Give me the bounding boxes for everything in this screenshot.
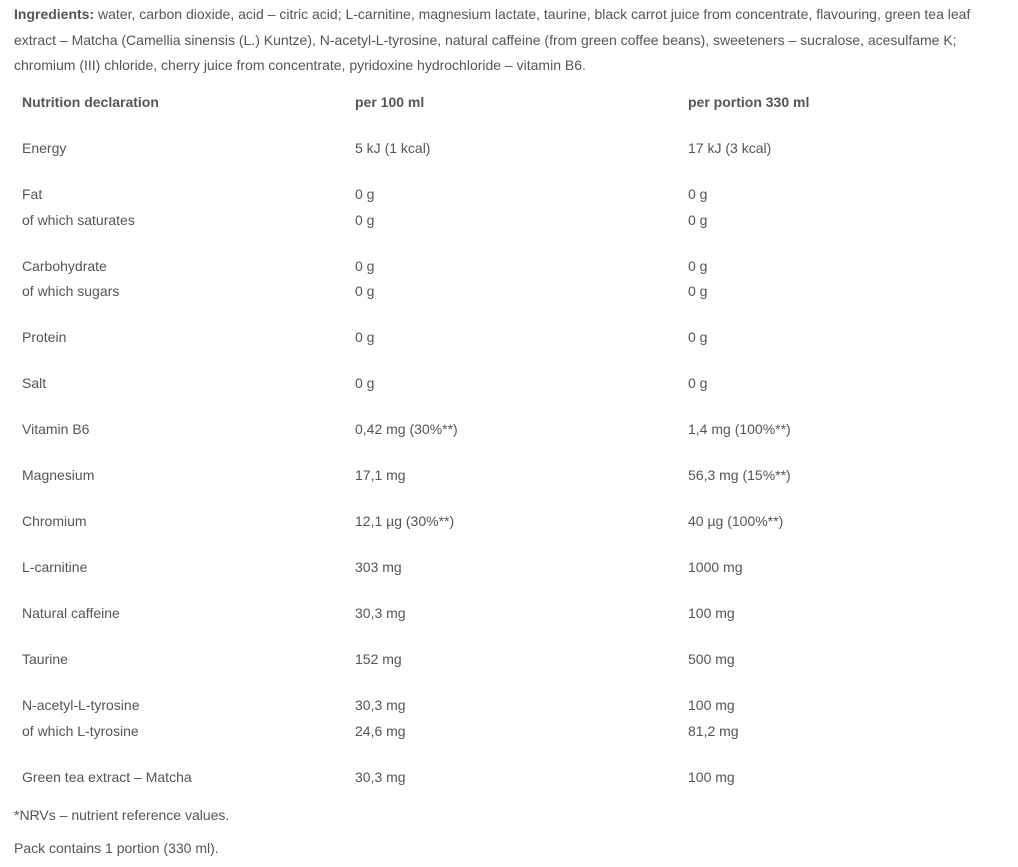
value-per-portion: 1,4 mg (100%**) [688, 421, 791, 437]
nutrient-name: Protein [22, 329, 67, 345]
table-row [22, 555, 1002, 581]
value-per-100ml: 303 mg [355, 559, 402, 575]
table-row [22, 182, 1002, 208]
table-row [22, 279, 1002, 305]
value-per-100ml: 0 g [355, 375, 375, 391]
nutrient-group [22, 182, 1002, 233]
header-per-100ml: per 100 ml [355, 94, 425, 110]
nutrient-group [22, 555, 1002, 581]
ingredients-label: Ingredients: [14, 6, 95, 22]
value-per-portion: 0 g [688, 329, 708, 345]
table-row [22, 208, 1002, 234]
header-per-portion: per portion 330 ml [688, 94, 810, 110]
nutrient-name: Taurine [22, 651, 68, 667]
nutrient-name: Energy [22, 140, 67, 156]
value-per-portion: 40 µg (100%**) [688, 513, 784, 529]
table-row [22, 647, 1002, 673]
value-per-100ml: 24,6 mg [355, 722, 406, 739]
nutrient-group [22, 371, 1002, 397]
value-per-100ml: 30,3 mg [355, 605, 406, 621]
value-per-portion: 0 g [688, 211, 708, 228]
value-per-100ml: 0 g [355, 329, 375, 345]
value-per-portion: 0 g [688, 186, 708, 202]
value-per-portion: 100 mg [688, 697, 735, 713]
nutrient-name: Green tea extract – Matcha [22, 768, 192, 785]
value-per-portion: 17 kJ (3 kcal) [688, 140, 772, 156]
nutrient-name: of which saturates [22, 211, 135, 228]
value-per-100ml: 12,1 µg (30%**) [355, 513, 455, 529]
table-row [22, 136, 1002, 162]
nutrient-name: Carbohydrate [22, 257, 107, 274]
value-per-100ml: 30,3 mg [355, 697, 406, 713]
ingredients-text: water, carbon dioxide, acid – citric acid; L-carnitine, magnesium lactate, taurine, black carrot juice from concentrate, flavouring, green tea leaf extract – Matcha (Camellia sinensis (L.) Kuntze), N-acetyl-L-tyrosine, natural caffeine (from green coffee beans), sweeteners – sucralose, acesulfame K; chromium (III) chloride, cherry juice from concentrate, pyridoxine hydrochloride – vitamin B6. [14, 6, 971, 73]
table-row [22, 371, 1002, 397]
nutrient-group [22, 693, 1002, 744]
nutrient-name: of which L-tyrosine [22, 722, 139, 739]
value-per-portion: 0 g [688, 283, 708, 299]
header-nutrition-declaration: Nutrition declaration [22, 94, 159, 110]
nutrient-name: Fat [22, 186, 43, 202]
nrv-footnote: *NRVs – nutrient reference values. [14, 807, 230, 823]
value-per-portion: 81,2 mg [688, 722, 739, 739]
table-row [22, 719, 1002, 745]
value-per-portion: 0 g [688, 257, 708, 274]
nutrient-group [22, 417, 1002, 443]
nutrient-group [22, 601, 1002, 627]
value-per-portion: 500 mg [688, 651, 735, 667]
table-row [22, 509, 1002, 535]
table-row [22, 417, 1002, 443]
value-per-portion: 100 mg [688, 768, 735, 785]
nutrient-name: Vitamin B6 [22, 421, 90, 437]
value-per-100ml: 5 kJ (1 kcal) [355, 140, 431, 156]
ingredients-paragraph [14, 2, 1004, 79]
nutrient-group [22, 463, 1002, 489]
value-per-100ml: 0 g [355, 257, 375, 274]
value-per-100ml: 0 g [355, 283, 375, 299]
nutrient-name: Chromium [22, 513, 87, 529]
nutrient-name: Natural caffeine [22, 605, 120, 621]
value-per-100ml: 0,42 mg (30%**) [355, 421, 458, 437]
value-per-portion: 0 g [688, 375, 708, 391]
nutrition-header-row [22, 90, 1002, 116]
value-per-portion: 1000 mg [688, 559, 743, 575]
table-row [22, 463, 1002, 489]
nutrient-name: N-acetyl-L-tyrosine [22, 697, 140, 713]
value-per-100ml: 0 g [355, 211, 375, 228]
nutrition-table [22, 90, 1002, 790]
value-per-100ml: 17,1 mg [355, 467, 406, 483]
table-row [22, 325, 1002, 351]
nutrient-name: of which sugars [22, 283, 120, 299]
value-per-100ml: 0 g [355, 186, 375, 202]
nutrient-group [22, 647, 1002, 673]
table-row [22, 254, 1002, 280]
value-per-portion: 56,3 mg (15%**) [688, 467, 791, 483]
pack-note: Pack contains 1 portion (330 ml). [14, 840, 219, 856]
nutrient-name: L-carnitine [22, 559, 88, 575]
nutrient-group [22, 509, 1002, 535]
table-row [22, 601, 1002, 627]
nutrient-group [22, 325, 1002, 351]
value-per-100ml: 152 mg [355, 651, 402, 667]
nutrient-group [22, 254, 1002, 305]
table-row [22, 765, 1002, 791]
nutrient-group [22, 765, 1002, 791]
value-per-100ml: 30,3 mg [355, 768, 406, 785]
value-per-portion: 100 mg [688, 605, 735, 621]
nutrient-name: Salt [22, 375, 47, 391]
nutrient-name: Magnesium [22, 467, 95, 483]
nutrient-group [22, 136, 1002, 162]
table-row [22, 693, 1002, 719]
